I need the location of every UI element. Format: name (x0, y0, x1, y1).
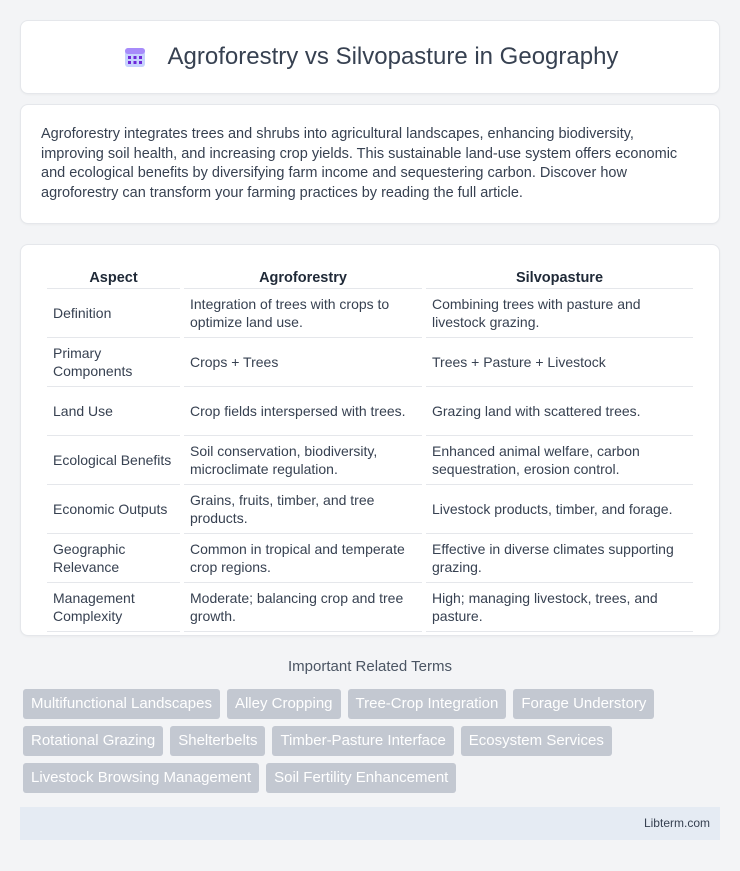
related-term-tag[interactable]: Ecosystem Services (461, 726, 612, 756)
cell-agroforestry: Soil conservation, biodiversity, microclimate regulation. (184, 436, 422, 485)
page-title: Agroforestry vs Silvopasture in Geography (167, 43, 619, 70)
cell-silvopasture: Combining trees with pasture and livestock grazing. (426, 289, 693, 338)
table-row (47, 338, 693, 387)
related-term-tag[interactable]: Rotational Grazing (23, 726, 163, 756)
table-row (47, 387, 693, 436)
cell-agroforestry: Grains, fruits, timber, and tree products. (184, 485, 422, 534)
cell-aspect: Economic Outputs (47, 485, 180, 534)
related-term-tag[interactable]: Shelterbelts (170, 726, 265, 756)
related-term-tag[interactable]: Timber-Pasture Interface (272, 726, 453, 756)
intro-card (20, 104, 720, 224)
header-aspect: Aspect (47, 265, 180, 289)
cell-aspect: Definition (47, 289, 180, 338)
table-row (47, 534, 693, 583)
related-terms-list (23, 689, 723, 793)
related-term-tag[interactable]: Alley Cropping (227, 689, 341, 719)
cell-silvopasture: Livestock products, timber, and forage. (426, 485, 693, 534)
calendar-grid-icon (122, 44, 148, 70)
related-terms-title: Important Related Terms (288, 658, 452, 675)
cell-aspect: Management Complexity (47, 583, 180, 632)
intro-text: Agroforestry integrates trees and shrubs into agricultural landscapes, enhancing biodiversity, improving soil health, and increasing crop yields. This sustainable land-use system offers economic and ecological benefits by diversifying farm income and sequestering carbon. Discover how agroforestry can transform your farming practices by reading the full article. (41, 126, 678, 201)
header-agroforestry: Agroforestry (184, 265, 422, 289)
header-card (20, 20, 720, 94)
cell-aspect: Land Use (47, 387, 180, 436)
cell-agroforestry: Crop fields interspersed with trees. (184, 387, 422, 436)
cell-silvopasture: Grazing land with scattered trees. (426, 387, 693, 436)
table-row (47, 289, 693, 338)
cell-aspect: Ecological Benefits (47, 436, 180, 485)
cell-aspect: Geographic Relevance (47, 534, 180, 583)
related-term-tag[interactable]: Livestock Browsing Management (23, 763, 259, 793)
table-row (47, 485, 693, 534)
table-row (47, 436, 693, 485)
comparison-card (20, 244, 720, 636)
related-term-tag[interactable]: Soil Fertility Enhancement (266, 763, 456, 793)
cell-aspect: Primary Components (47, 338, 180, 387)
cell-silvopasture: Trees + Pasture + Livestock (426, 338, 693, 387)
cell-agroforestry: Crops + Trees (184, 338, 422, 387)
header-silvopasture: Silvopasture (426, 265, 693, 289)
cell-silvopasture: Enhanced animal welfare, carbon sequestration, erosion control. (426, 436, 693, 485)
cell-silvopasture: High; managing livestock, trees, and pasture. (426, 583, 693, 632)
footer-link[interactable]: Libterm.com (643, 816, 710, 830)
cell-agroforestry: Moderate; balancing crop and tree growth. (184, 583, 422, 632)
cell-agroforestry: Common in tropical and temperate crop regions. (184, 534, 422, 583)
related-term-tag[interactable]: Multifunctional Landscapes (23, 689, 220, 719)
cell-agroforestry: Integration of trees with crops to optimize land use. (184, 289, 422, 338)
footer (20, 807, 720, 840)
cell-silvopasture: Effective in diverse climates supporting grazing. (426, 534, 693, 583)
table-header-row (47, 265, 693, 289)
comparison-table (43, 265, 697, 632)
related-term-tag[interactable]: Forage Understory (513, 689, 654, 719)
related-term-tag[interactable]: Tree-Crop Integration (348, 689, 507, 719)
table-row (47, 583, 693, 632)
